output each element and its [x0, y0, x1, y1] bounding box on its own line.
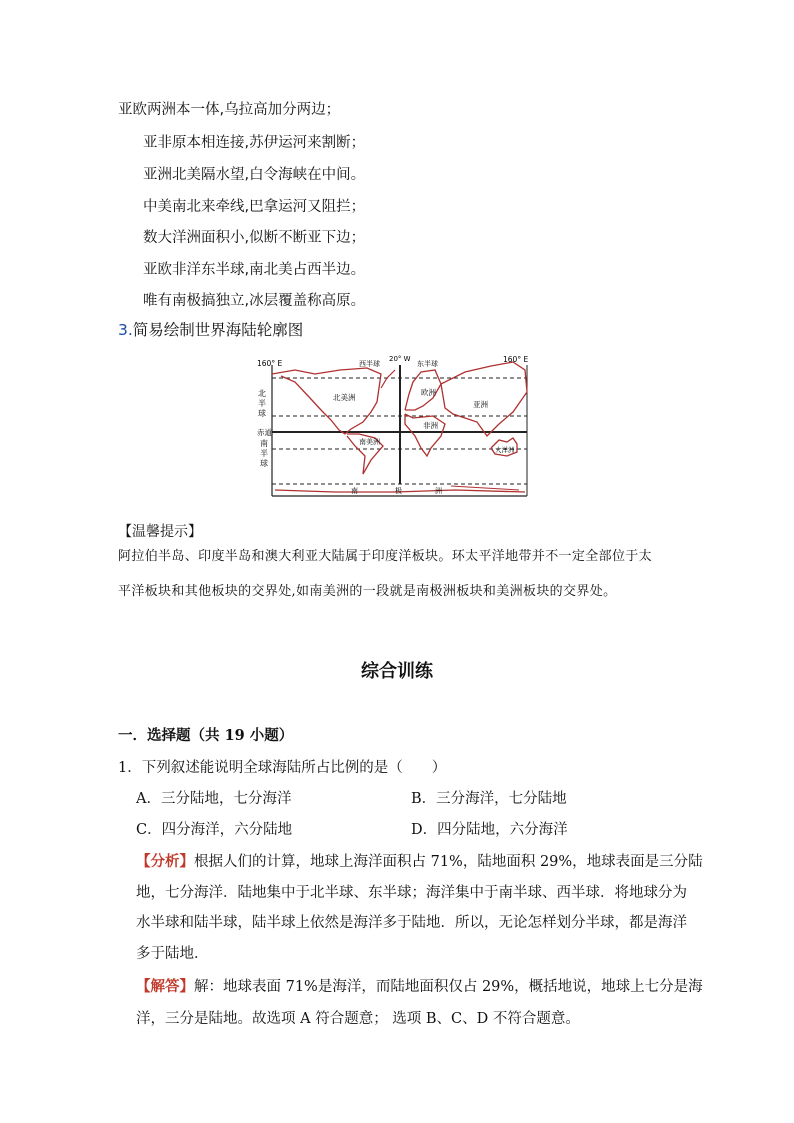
label-south-hemisphere-3: 球	[260, 459, 268, 468]
poem-line-5: 数大洋洲面积小,似断不断亚下边；	[143, 230, 366, 246]
label-south-hemisphere-2: 半	[260, 449, 268, 458]
section-1-number: 一．	[118, 727, 147, 744]
analysis-text-1: 根据人们的计算，地球上海洋面积占 71%，陆地面积 29%，地球表面是三分陆	[194, 854, 703, 870]
label-antarctica-3: 洲	[435, 487, 442, 495]
label-antarctica-2: 极	[395, 487, 402, 495]
world-outline-map	[255, 352, 535, 500]
antarctica-coast	[451, 486, 519, 490]
arctic-land-outline	[381, 370, 395, 388]
label-west-hemisphere: 西半球	[359, 360, 380, 368]
section-3-title: 简易绘制世界海陆轮廓图	[132, 321, 304, 339]
poem-line-7: 唯有南极搞独立,冰层覆盖称高原。	[143, 293, 366, 309]
page-title: 综合训练	[361, 661, 433, 682]
question-1-stem: 1．下列叙述能说明全球海陆所占比例的是（ ）	[118, 760, 447, 776]
analysis-tag: 【分析】	[136, 853, 194, 870]
answer-line-2: 洋，三分是陆地。故选项 A 符合题意； 选项 B、C、D 不符合题意。	[136, 1011, 580, 1027]
answer-line-1	[136, 977, 703, 997]
analysis-line-1	[136, 852, 703, 872]
label-antarctica-1: 南	[351, 487, 358, 495]
answer-tag: 【解答】	[136, 978, 194, 995]
label-lon-left: 160° E	[257, 359, 283, 368]
tip-line-1: 阿拉伯半岛、印度半岛和澳大利亚大陆属于印度洋板块。环太平洋地带并不一定全部位于太	[118, 549, 653, 564]
label-north-hemisphere	[258, 388, 266, 398]
label-oceania: 大洋洲	[495, 446, 515, 454]
poem-line-2: 亚非原本相连接,苏伊运河来割断；	[143, 135, 366, 151]
tip-title: 【温馨提示】	[118, 524, 202, 540]
analysis-line-4: 多于陆地．	[136, 946, 209, 962]
option-c: C．四分海洋，六分陆地	[136, 822, 293, 838]
label-north-america: 北美洲	[333, 393, 356, 402]
tip-line-2: 平洋板块和其他板块的交界处,如南美洲的一段就是南极洲板块和美洲板块的交界处。	[118, 584, 617, 599]
section-3-heading	[118, 320, 303, 340]
label-east-hemisphere: 东半球	[417, 360, 438, 368]
label-equator: 赤道	[257, 428, 272, 437]
label-north-hemisphere-2: 半	[258, 399, 266, 408]
label-lon-right: 160° E	[503, 355, 529, 364]
label-africa: 非洲	[423, 421, 438, 430]
poem-line-3: 亚洲北美隔水望,白令海峡在中间。	[143, 167, 366, 183]
poem-line-4: 中美南北来牵线,巴拿运河又阻拦；	[143, 199, 366, 215]
section-1-heading	[118, 726, 293, 746]
poem-line-6: 亚欧非洋东半球,南北美占西半边。	[143, 262, 366, 278]
label-europe: 欧洲	[421, 388, 436, 397]
option-d: D．四分陆地，六分海洋	[411, 822, 568, 838]
label-lon-mid: 20° W	[389, 355, 411, 363]
section-3-number: 3.	[118, 321, 133, 339]
label-south-hemisphere-1: 南	[260, 439, 268, 448]
label-north-hemisphere-1: 北	[258, 389, 266, 398]
analysis-line-2: 地，七分海洋．陆地集中于北半球、东半球；海洋集中于南半球、西半球．将地球分为	[136, 885, 687, 901]
section-1-title: 选择题（共 19 小题）	[147, 727, 294, 744]
label-north-hemisphere-3: 球	[258, 409, 266, 418]
poem-line-1: 亚欧两洲本一体,乌拉高加分两边；	[118, 102, 341, 118]
option-b: B．三分海洋，七分陆地	[411, 791, 567, 807]
analysis-line-3: 水半球和陆半球，陆半球上依然是海洋多于陆地．所以，无论怎样划分半球，都是海洋	[136, 915, 687, 931]
answer-text-1: 解：地球表面 71%是海洋，而陆地面积仅占 29%，概括地说，地球上七分是海	[194, 979, 703, 995]
label-asia: 亚洲	[473, 400, 488, 409]
label-south-america: 南美洲	[359, 438, 380, 446]
option-a: A．三分陆地，七分海洋	[136, 791, 292, 807]
asia-outline	[441, 362, 527, 436]
